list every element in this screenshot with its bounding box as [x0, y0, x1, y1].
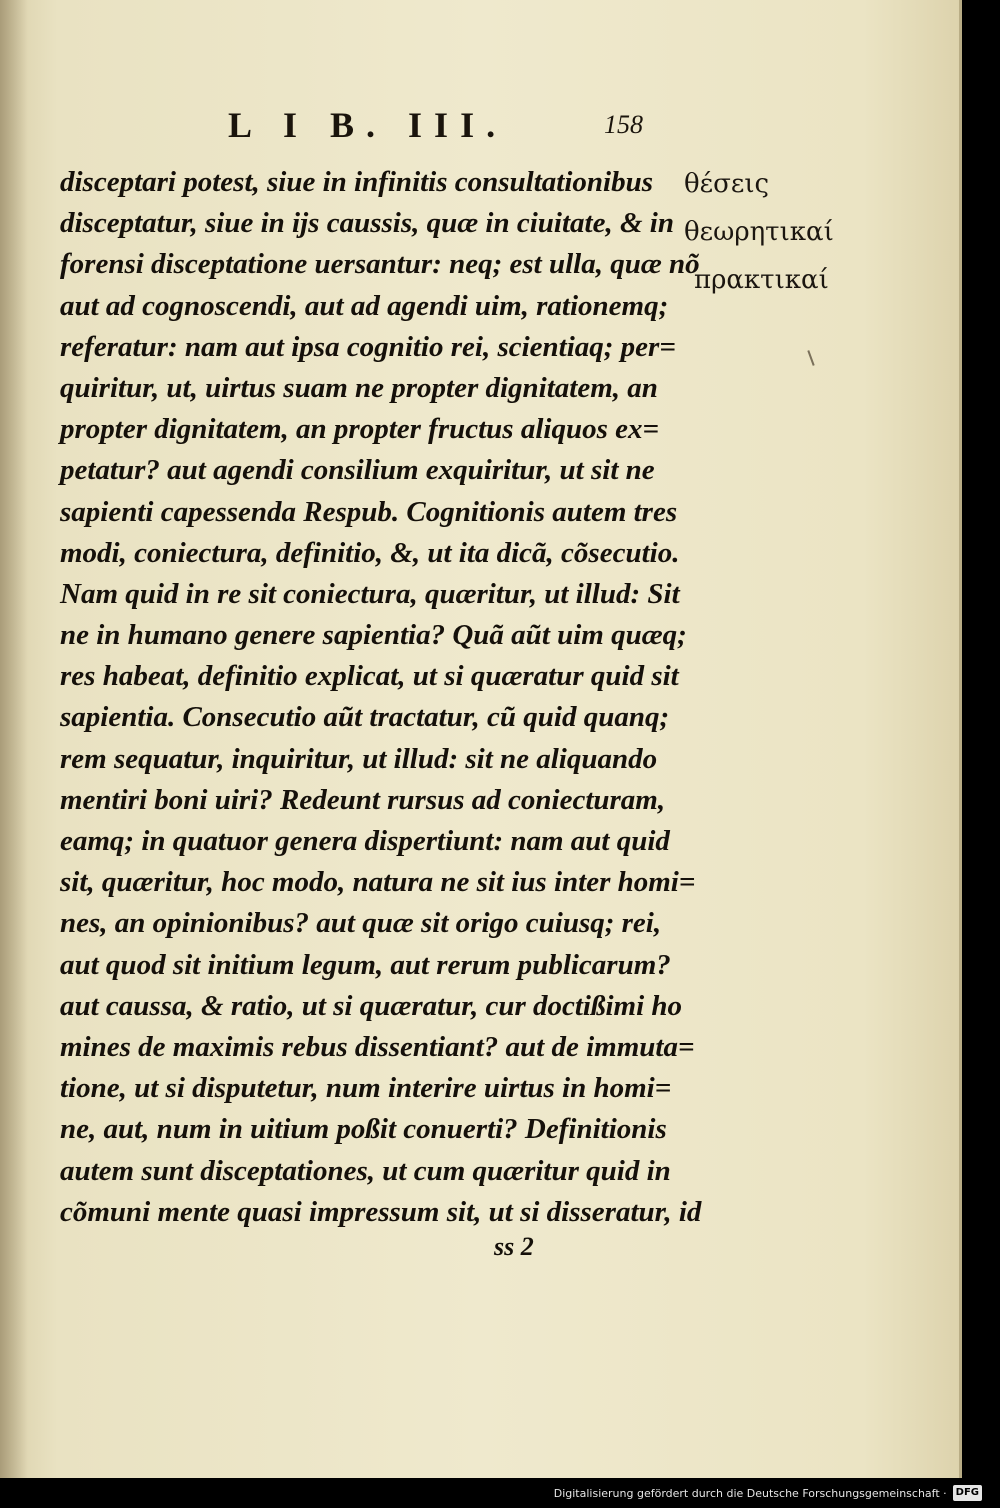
text-line: sapientia. Consecutio aũt tractatur, cũ quid quanq; [60, 701, 670, 734]
marginal-note: θέσεις [684, 169, 770, 199]
text-line: tione, ut si disputetur, num interire uirtus in homi= [60, 1072, 672, 1105]
text-line: autem sunt disceptationes, ut cum quæritur quid in [60, 1154, 671, 1187]
pencil-mark [807, 350, 814, 366]
text-line: petatur? aut agendi consilium exquiritur, ut sit ne [60, 454, 655, 487]
text-line: mentiri boni uiri? Redeunt rursus ad coniecturam, [60, 783, 666, 816]
text-line: Nam quid in re sit coniectura, quæritur, ut illud: Sit [60, 577, 680, 610]
text-line: aut quod sit initium legum, aut rerum publicarum? [60, 948, 671, 981]
signature-mark: ss 2 [494, 1232, 534, 1261]
text-line: rem sequatur, inquiritur, ut illud: sit ne aliquando [60, 742, 658, 775]
text-line: mines de maximis rebus dissentiant? aut de immuta= [60, 1030, 695, 1063]
text-line: res habeat, definitio explicat, ut si quæratur quid sit [60, 660, 679, 693]
text-line: aut caussa, & ratio, ut si quæratur, cur doctißimi ho [60, 989, 683, 1022]
text-line: aut ad cognoscendi, aut ad agendi uim, rationemq; [60, 289, 669, 322]
handwritten-marginalia [684, 160, 854, 304]
funding-credit: Digitalisierung gefördert durch die Deutsche Forschungsgemeinschaft · [553, 1486, 947, 1500]
text-line: eamq; in quatuor genera dispertiunt: nam aut quid [60, 825, 670, 857]
text-line: sit, quæritur, hoc modo, natura ne sit ius inter homi= [60, 866, 696, 899]
text-line: ne, aut, num in uitium poßit conuerti? Definitionis [60, 1113, 667, 1146]
text-line: ne in humano genere sapientia? Quã aũt uim quæq; [60, 619, 687, 652]
running-head-title: L I B. III. [228, 105, 508, 145]
text-line: sapienti capessenda Respub. Cognitionis autem tres [60, 495, 678, 528]
text-line: cõmuni mente quasi impressum sit, ut si disseratur, id [60, 1195, 702, 1228]
text-line: forensi disceptatione uersantur: neq; est ulla, quæ nõ [60, 248, 700, 281]
text-line: disceptari potest, siue in infinitis consultationibus [60, 166, 654, 198]
dfg-logo: DFG [953, 1485, 982, 1501]
marginal-note: θεωρητικαί [684, 217, 834, 247]
page-number: 158 [604, 110, 643, 139]
running-head [228, 104, 668, 152]
marginal-note: πρακτικαί [694, 265, 829, 295]
text-line: referatur: nam aut ipsa cognitio rei, scientiaq; per= [60, 330, 676, 363]
text-line: propter dignitatem, an propter fructus aliquos ex= [60, 413, 660, 446]
gutter-shadow [0, 0, 28, 1478]
text-line: quiritur, ut, uirtus suam ne propter dignitatem, an [60, 371, 658, 404]
text-line: modi, coniectura, definitio, &, ut ita dicã, cõsecutio. [60, 536, 680, 569]
digitization-footer [554, 1484, 982, 1502]
text-line: nes, an opinionibus? aut quæ sit origo cuiusq; rei, [60, 907, 662, 940]
body-text [60, 162, 702, 1233]
text-line: disceptatur, siue in ijs caussis, quæ in ciuitate, & in [60, 207, 674, 240]
